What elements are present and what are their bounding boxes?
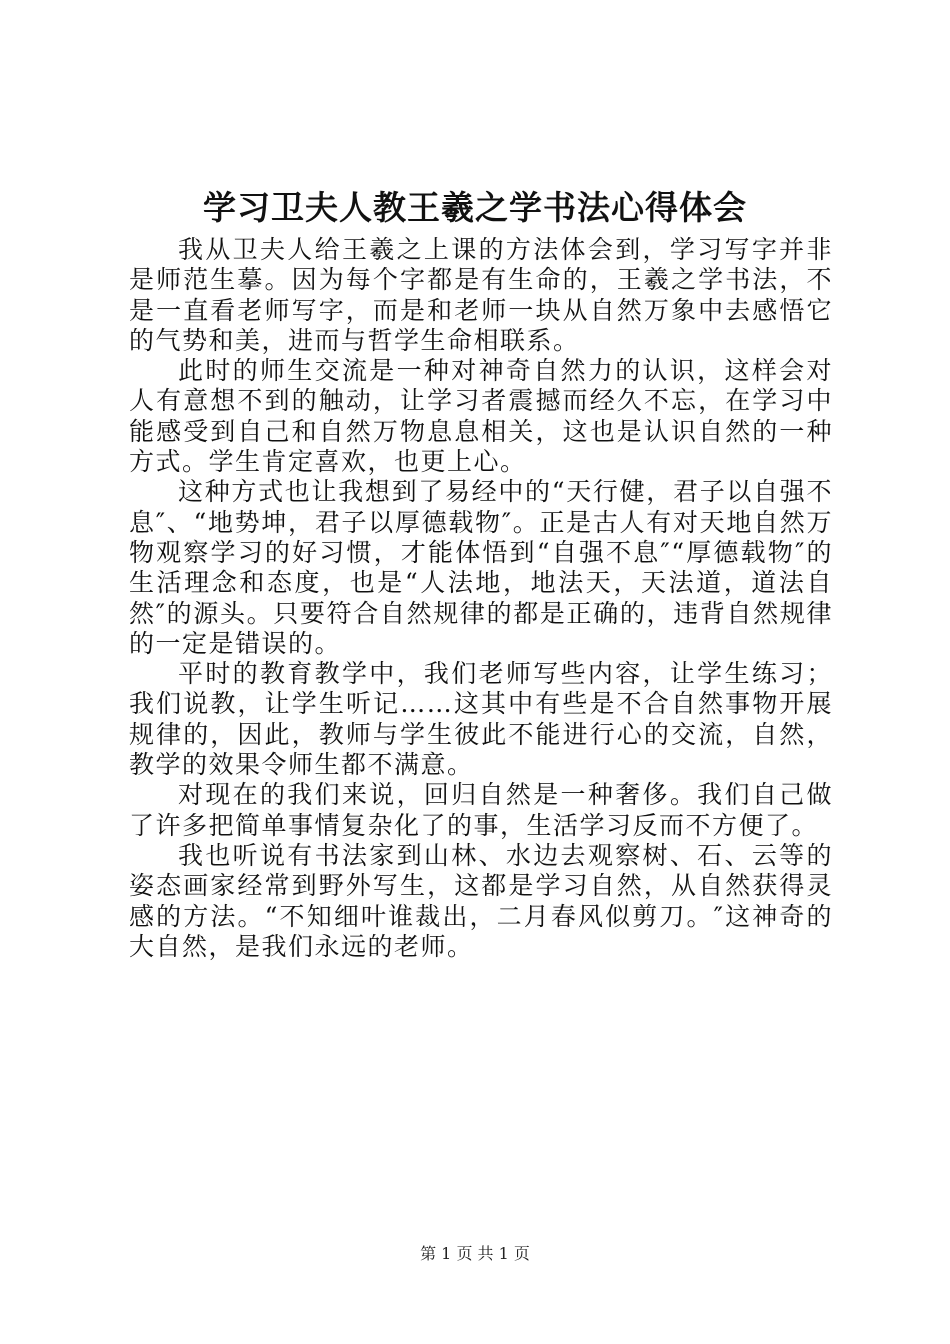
- paragraph: 此时的师生交流是一种对神奇自然力的认识，这样会对人有意想不到的触动，让学习者震撼而经久不忘，在学习中能感受到自己和自然万物息息相关，这也是认识自然的一种方式。学生肯定喜欢，也更上心。: [129, 356, 833, 477]
- paragraph: 平时的教育教学中，我们老师写些内容，让学生练习；我们说教，让学生听记……这其中有些是不合自然事物开展规律的，因此，教师与学生彼此不能进行心的交流，自然，教学的效果令师生都不满意。: [129, 659, 833, 780]
- paragraph: 这种方式也让我想到了易经中的“天行健，君子以自强不息″、“地势坤，君子以厚德载物″。正是古人有对天地自然万物观察学习的好习惯，才能体悟到“自强不息″“厚德载物″的生活理念和态度，也是“人法地，地法天，天法道，道法自然″的源头。只要符合自然规律的都是正确的，违背自然规律的一定是错误的。: [129, 477, 833, 658]
- document-title: 学习卫夫人教王羲之学书法心得体会: [203, 188, 747, 227]
- document-body: [129, 235, 833, 962]
- paragraph: 我也听说有书法家到山林、水边去观察树、石、云等的姿态画家经常到野外写生，这都是学习自然，从自然获得灵感的方法。“不知细叶谁裁出，二月春风似剪刀。″这神奇的大自然，是我们永远的老师。: [129, 840, 833, 961]
- page-footer: 第 1 页 共 1 页: [420, 1244, 530, 1263]
- paragraph: 对现在的我们来说，回归自然是一种奢侈。我们自己做了许多把简单事情复杂化了的事，生活学习反而不方便了。: [129, 780, 833, 840]
- paragraph: 我从卫夫人给王羲之上课的方法体会到，学习写字并非是师范生摹。因为每个字都是有生命的，王羲之学书法，不是一直看老师写字，而是和老师一块从自然万象中去感悟它的气势和美，进而与哲学生命相联系。: [129, 235, 833, 355]
